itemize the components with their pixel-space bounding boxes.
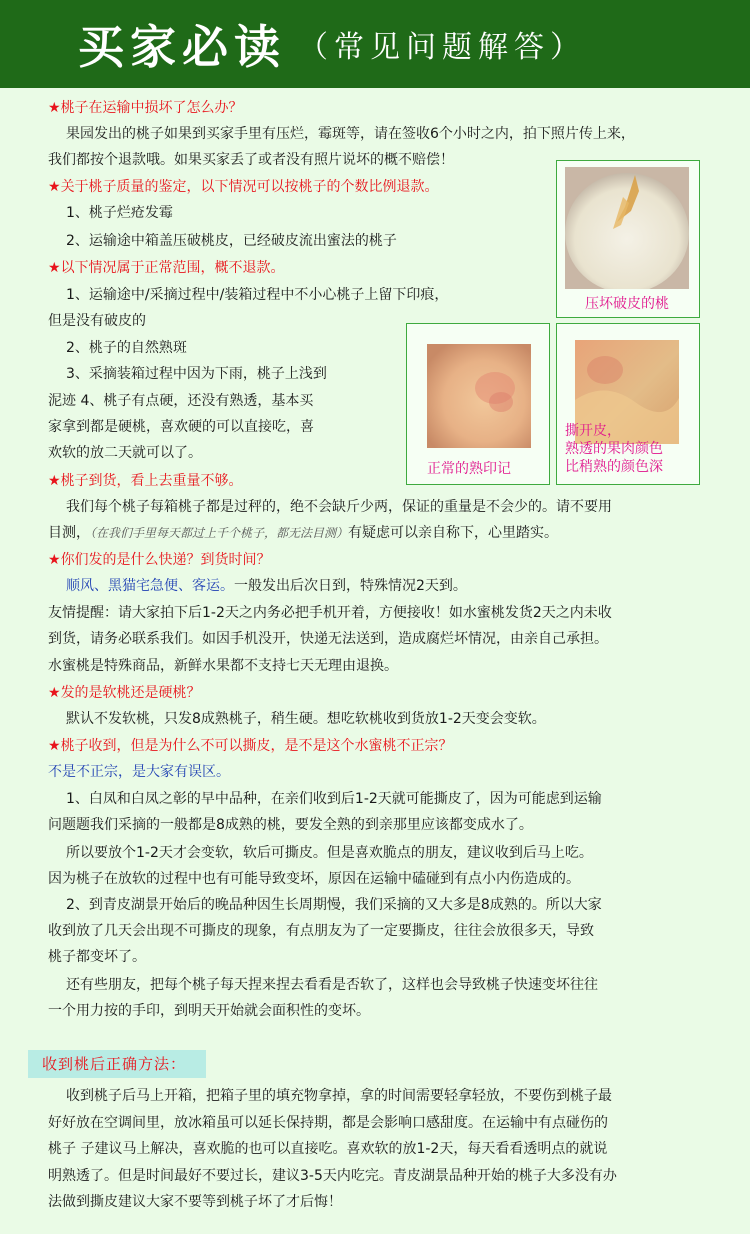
answer-peeling-headline: 不是不正宗，是大家有误区。: [48, 764, 230, 780]
question-damaged-in-transit: ★桃子在运输中损坏了怎么办？: [48, 100, 243, 116]
answer-line: 2、到青皮湖景开始后的晚品种因生长周期慢，我们采摘的又大多是8成熟的。所以大家: [66, 897, 602, 913]
caption-ripe-mark: 正常的熟印记: [427, 461, 511, 477]
answer-line: 我们都按个退款哦。如果买家丢了或者没有照片说坏的概不赔偿！: [48, 152, 454, 168]
method-heading: 收到桃后正确方法：: [28, 1050, 206, 1078]
answer-line: 我们每个桃子每箱桃子都是过秤的，绝不会缺斤少两，保证的重量是不会少的。请不要用: [66, 499, 612, 515]
photo-peeled-flesh: [556, 323, 700, 485]
answer-line: 默认不发软桃，只发8成熟桃子，稍生硬。想吃软桃收到货放1-2天变会变软。: [66, 711, 546, 727]
answer-line: 所以要放个1-2天才会变软，软后可撕皮。但是喜欢脆点的朋友，建议收到后马上吃。: [66, 845, 593, 861]
answer-line-weight: 目测，（在我们手里每天都过上千个桃子，都无法目测）有疑虑可以亲自称下，心里踏实。: [48, 525, 559, 541]
answer-line: 2、运输途中箱盖压破桃皮，已经破皮流出蜜法的桃子: [66, 233, 397, 249]
question-weight: ★桃子到货，看上去重量不够。: [48, 473, 243, 489]
banner-subtitle: （常见问题解答）: [298, 30, 586, 65]
answer-line: 1、桃子烂疮发霉: [66, 205, 173, 221]
caption-peeled-l3: 比稍熟的颜色深: [565, 459, 663, 475]
method-line: 好好放在空调间里，放冰箱虽可以延长保持期，都是会影响口感甜度。在运输中有点碰伤的: [48, 1115, 608, 1131]
answer-line: 果园发出的桃子如果到买家手里有压烂，霉斑等，请在签收6个小时之内，拍下照片传上来，: [66, 126, 635, 142]
answer-line: 友情提醒：请大家拍下后1-2天之内务必把手机开着，方便接收！如水蜜桃发货2天之内未收: [48, 605, 612, 621]
answer-line: 1、运输途中/采摘过程中/装箱过程中不小心桃子上留下印痕，: [66, 287, 449, 303]
question-normal-no-refund: ★以下情况属于正常范围，概不退款。: [48, 260, 285, 276]
answer-line: 家拿到都是硬桃，喜欢硬的可以直接吃，喜: [48, 419, 314, 435]
answer-line: 收到放了几天会出现不可撕皮的现象，有点朋友为了一定要撕皮，往往会放很多天，导致: [48, 923, 594, 939]
caption-peeled-l2: 熟透的果肉颜色: [565, 441, 663, 457]
answer-line: 但是没有破皮的: [48, 313, 146, 329]
answer-line: 3、采摘装箱过程中因为下雨，桃子上浅到: [66, 366, 327, 382]
answer-line: 因为桃子在放软的过程中也有可能导致变坏，原因在运输中磕碰到有点小内伤造成的。: [48, 871, 580, 887]
answer-line: 2、桃子的自然熟斑: [66, 340, 187, 356]
answer-line: 到货，请务必联系我们。如因手机没开，快递无法送到，造成腐烂坏情况，由亲自己承担。: [48, 631, 608, 647]
photo-normal-ripe-mark: [406, 323, 550, 485]
answer-line: 还有些朋友，把每个桃子每天捏来捏去看看是否软了，这样也会导致桃子快速变坏往往: [66, 977, 598, 993]
answer-line: 欢软的放二天就可以了。: [48, 445, 202, 461]
answer-line: 问题题我们采摘的一般都是8成熟的桃，要发全熟的到亲那里应该都变成水了。: [48, 817, 533, 833]
banner-title: 买家必读: [78, 20, 286, 74]
answer-line: 水蜜桃是特殊商品，新鲜水果都不支持七天无理由退换。: [48, 658, 398, 674]
method-line: 桃子 子建议马上解决，喜欢脆的也可以直接吃。喜欢软的放1-2天，每天看看透明点的就说: [48, 1141, 608, 1157]
method-line: 明熟透了。但是时间最好不要过长，建议3-5天内吃完。青皮湖景品种开始的桃子大多没有办: [48, 1168, 617, 1184]
answer-line: 桃子都变坏了。: [48, 949, 146, 965]
question-soft-or-hard: ★发的是软桃还是硬桃？: [48, 685, 201, 701]
method-line: 法做到撕皮建议大家不要等到桃子坏了才后悔！: [48, 1194, 342, 1210]
ripe-mark-image: [427, 344, 531, 448]
answer-line: 泥迹 4、桃子有点硬，还没有熟透，基本买: [48, 393, 314, 409]
answer-line: 一个用力按的手印，到明天开始就会面积性的变坏。: [48, 1003, 370, 1019]
crushed-peach-image: [565, 167, 689, 289]
caption-peeled-l1: 撕开皮，: [565, 423, 621, 439]
question-peeling: ★桃子收到，但是为什么不可以撕皮，是不是这个水蜜桃不正宗？: [48, 738, 453, 754]
answer-line: 1、白凤和白凤之彰的早中品种，在亲们收到后1-2天就可能撕皮了，因为可能虑到运输: [66, 791, 602, 807]
title-banner: [0, 0, 750, 88]
method-line: 收到桃子后马上开箱，把箱子里的填充物拿掉，拿的时间需要轻拿轻放，不要伤到桃子最: [66, 1088, 612, 1104]
caption-crushed: 压坏破皮的桃: [585, 296, 669, 312]
question-quality-refund: ★关于桃子质量的鉴定，以下情况可以按桃子的个数比例退款。: [48, 179, 439, 195]
question-courier: ★你们发的是什么快递？到货时间？: [48, 552, 271, 568]
photo-crushed-peach: [556, 160, 700, 318]
answer-line-courier: 顺风、黑猫宅急便、客运。一般发出后次日到，特殊情况2天到。: [66, 578, 467, 594]
